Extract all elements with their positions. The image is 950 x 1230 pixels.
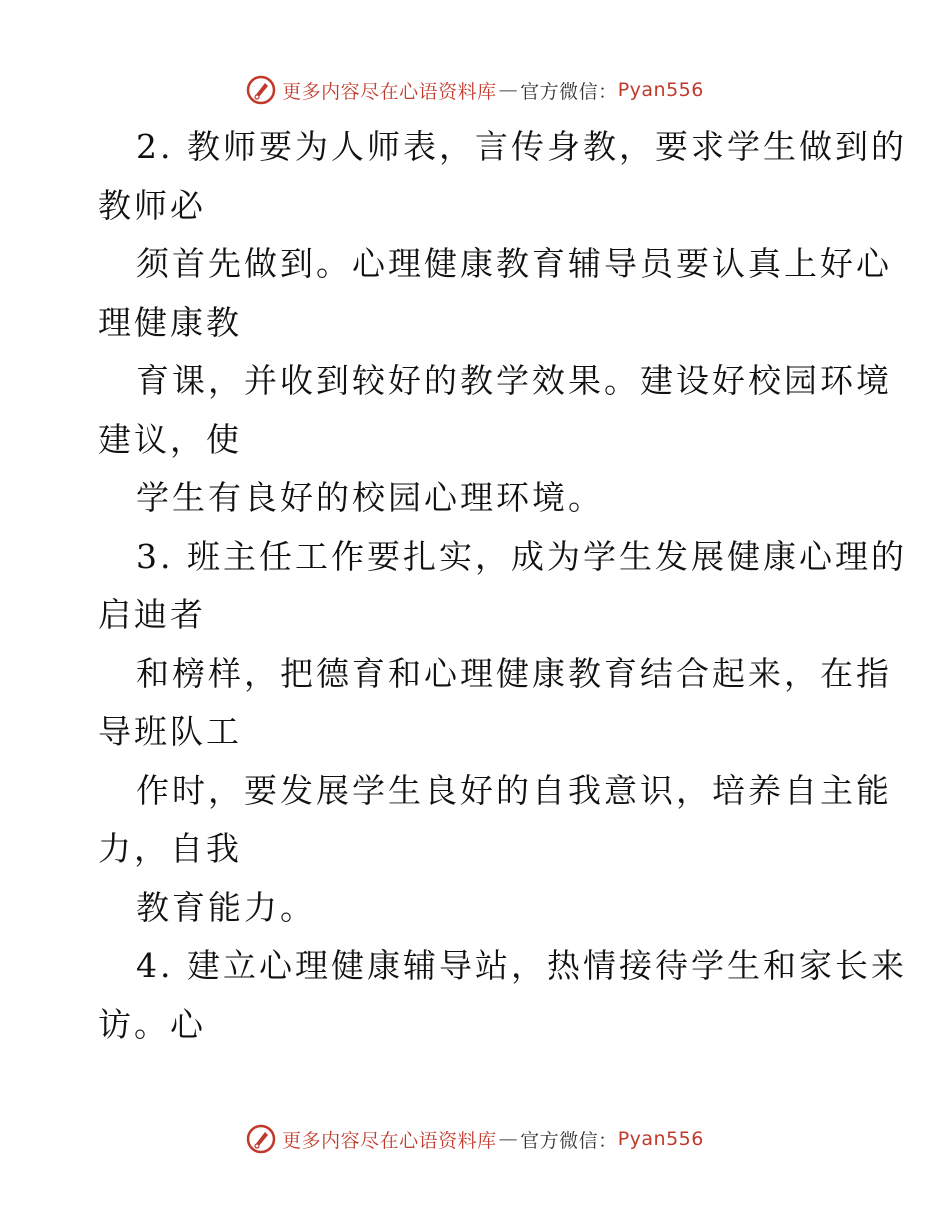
footer-watermark (0, 1119, 950, 1159)
text-line: 力，自我 (98, 829, 242, 868)
watermark-wechat-id: Pyan556 (617, 79, 704, 101)
pen-nib-logo-icon (246, 1124, 276, 1154)
text-line: 须首先做到。心理健康教育辅导员要认真上好心 (136, 244, 892, 283)
text-line: 4. 建立心理健康辅导站，热情接待学生和家长来 (136, 946, 907, 985)
text-line: 作时，要发展学生良好的自我意识，培养自主能 (136, 770, 892, 810)
text-line: 2. 教师要为人师表，言传身教，要求学生做到的 (136, 127, 907, 166)
text-line: 和榜样，把德育和心理健康教育结合起来，在指 (136, 653, 892, 693)
text-line: 教师必 (98, 185, 206, 225)
text-line: 建议，使 (98, 419, 242, 459)
text-line: 访。心 (98, 1004, 206, 1044)
text-line: 理健康教 (98, 302, 242, 342)
pen-nib-logo-icon (246, 75, 276, 105)
text-line: 导班队工 (98, 712, 242, 751)
watermark-brand-text: 更多内容尽在心语资料库 (282, 80, 497, 103)
text-line: 教育能力。 (136, 887, 316, 927)
watermark-separator: — (498, 1128, 519, 1150)
text-line: 学生有良好的校园心理环境。 (136, 478, 604, 517)
watermark-wechat-id: Pyan556 (617, 1128, 704, 1150)
watermark-brand-text: 更多内容尽在心语资料库 (282, 1129, 497, 1152)
watermark-wechat-label: 官方微信： (520, 1129, 618, 1152)
watermark-wechat-label: 官方微信： (520, 80, 618, 103)
text-line: 3. 班主任工作要扎实，成为学生发展健康心理的 (136, 536, 907, 576)
text-line: 启迪者 (98, 595, 206, 634)
text-line: 育课，并收到较好的教学效果。建设好校园环境 (136, 361, 892, 400)
watermark-separator: — (498, 79, 519, 101)
header-watermark (0, 70, 950, 110)
document-body (98, 118, 907, 1054)
